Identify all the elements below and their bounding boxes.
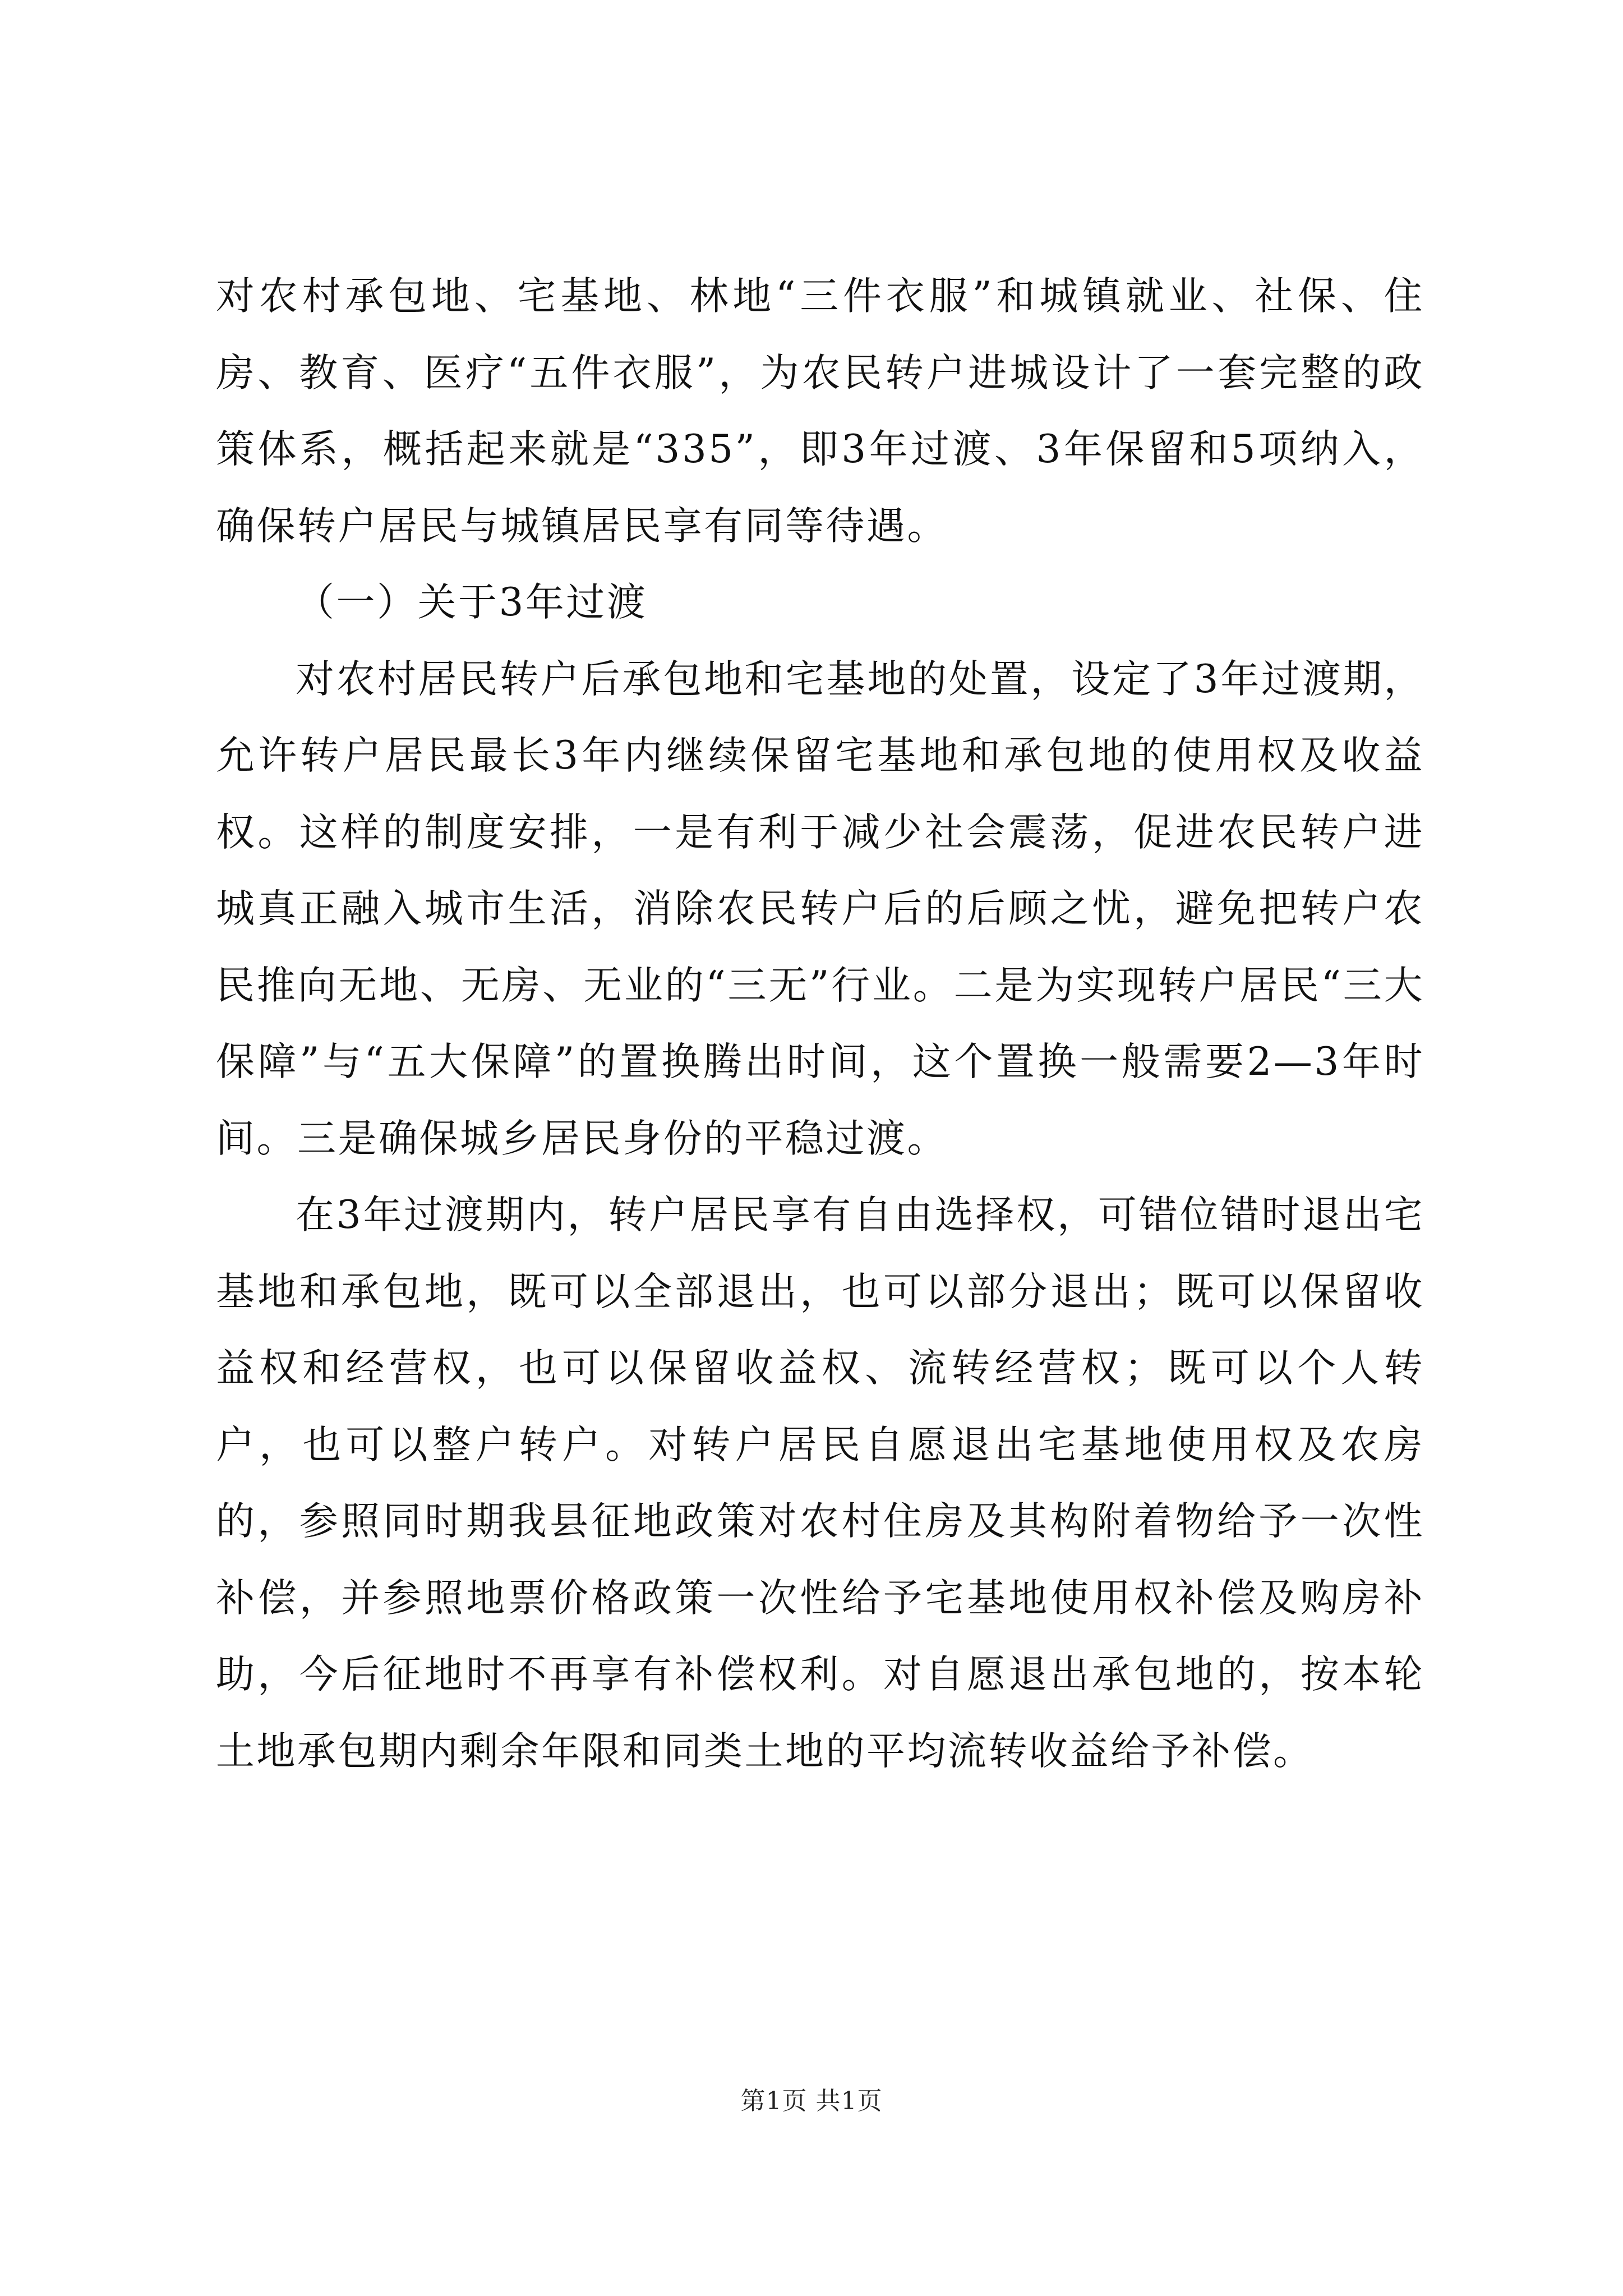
page-footer: 第1页 共1页 xyxy=(740,2087,883,2115)
paragraph-transition-period: 对农村居民转户后承包地和宅基地的处置，设定了3年过渡期，允许转户居民最长3年内继续保留宅基地和承包地的使用权及收益权。这样的制度安排，一是有利于减少社会震荡，促进农民转户进城真正融入城市生活，消除农民转户后的后顾之忧，避免把转户农民推向无地、无房、无业的“三无”行业。二是为实现转户居民“三大保障”与“五大保障”的置换腾出时间，这个置换一般需要2—3年时间。三是确保城乡居民身份的平稳过渡。 xyxy=(216,656,1424,1161)
paragraph-intro: 对农村承包地、宅基地、林地“三件衣服”和城镇就业、社保、住房、教育、医疗“五件衣服”，为农民转户进城设计了一套完整的政策体系，概括起来就是“335”，即3年过渡、3年保留和5项纳入，确保转户居民与城镇居民享有同等待遇。 xyxy=(216,274,1424,549)
section-heading-transition: （一）关于3年过渡 xyxy=(296,580,648,625)
paragraph-free-choice: 在3年过渡期内，转户居民享有自由选择权，可错位错时退出宅基地和承包地，既可以全部退出，也可以部分退出；既可以保留收益权和经营权，也可以保留收益权、流转经营权；既可以个人转户，也可以整户转户。对转户居民自愿退出宅基地使用权及农房的，参照同时期我县征地政策对农村住房及其构附着物给予一次性补偿，并参照地票价格政策一次性给予宅基地使用权补偿及购房补助，今后征地时不再享有补偿权利。对自愿退出承包地的，按本轮土地承包期内剩余年限和同类土地的平均流转收益给予补偿。 xyxy=(216,1193,1424,1774)
document-body xyxy=(216,258,1424,1789)
